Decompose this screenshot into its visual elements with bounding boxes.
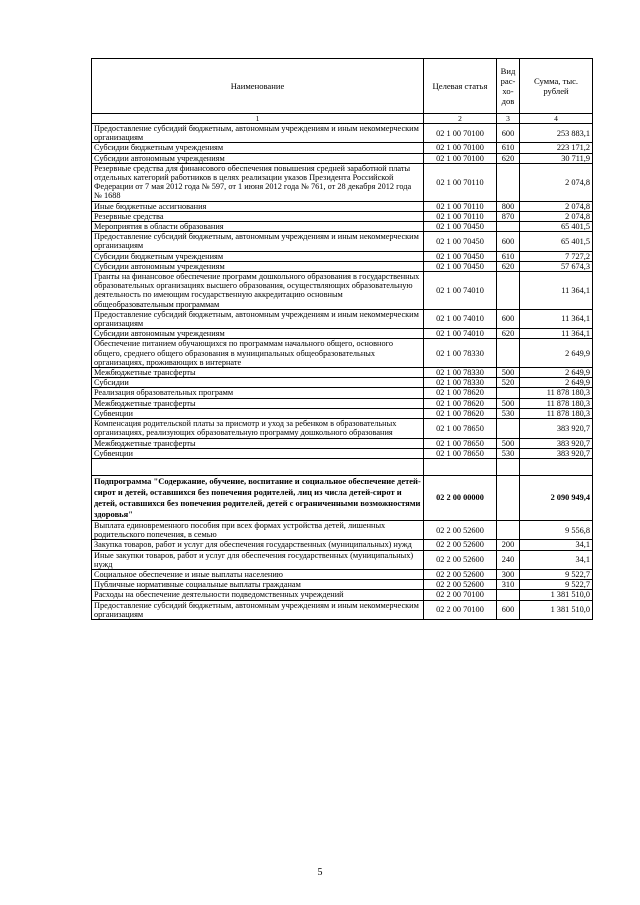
- row-sum-cell: 11 878 180,3: [520, 398, 593, 408]
- row-sum-cell: 34,1: [520, 550, 593, 569]
- column-number: 2: [424, 114, 497, 124]
- row-kind-cell: 300: [497, 569, 520, 579]
- row-sum-cell: 9 522,7: [520, 569, 593, 579]
- row-code-cell: 02 2 00 52600: [424, 520, 497, 539]
- row-sum-cell: 383 920,7: [520, 419, 593, 438]
- table-row: [92, 222, 593, 232]
- row-code-cell: 02 1 00 78650: [424, 438, 497, 448]
- row-sum-cell: 57 674,3: [520, 261, 593, 271]
- row-kind-cell: 610: [497, 251, 520, 261]
- header-code: Целевая статья: [424, 59, 497, 114]
- row-sum-cell: 2 074,8: [520, 211, 593, 221]
- row-kind-cell: 620: [497, 153, 520, 163]
- table-row: [92, 438, 593, 448]
- table-row: [92, 569, 593, 579]
- table-row: [92, 448, 593, 458]
- row-sum-cell: 11 878 180,3: [520, 388, 593, 398]
- row-name-cell: Иные закупки товаров, работ и услуг для обеспечения государственных (муниципальных) нужд: [92, 550, 424, 569]
- row-kind-cell: 600: [497, 309, 520, 328]
- row-sum-cell: 2 090 949,4: [520, 475, 593, 520]
- budget-table: [91, 58, 593, 620]
- row-name-cell: Выплата единовременного пособия при всех формах устройства детей, лишенных родительского попечения, в семью: [92, 520, 424, 539]
- row-name-cell: Субсидии автономным учреждениям: [92, 261, 424, 271]
- row-name-cell: Гранты на финансовое обеспечение программ дошкольного образования в государственных образовательных организациях высшего образования, осуществляющих образовательную деятельность по имеющим государственную аккредитацию основным общеобразовательным программам: [92, 272, 424, 310]
- row-kind-cell: 520: [497, 378, 520, 388]
- row-name-cell: Предоставление субсидий бюджетным, автономным учреждениям и иным некоммерческим организациям: [92, 124, 424, 143]
- table-row: [92, 251, 593, 261]
- row-name-cell: Субсидии автономным учреждениям: [92, 153, 424, 163]
- table-row: [92, 378, 593, 388]
- row-name-cell: Закупка товаров, работ и услуг для обеспечения государственных (муниципальных) нужд: [92, 540, 424, 550]
- row-kind-cell: [497, 388, 520, 398]
- header-name: Наименование: [92, 59, 424, 114]
- empty-cell: [520, 458, 593, 475]
- row-code-cell: 02 1 00 70100: [424, 124, 497, 143]
- row-name-cell: Предоставление субсидий бюджетным, автономным учреждениям и иным некоммерческим организациям: [92, 232, 424, 251]
- table-row: [92, 540, 593, 550]
- empty-cell: [424, 458, 497, 475]
- table-row: [92, 590, 593, 600]
- row-sum-cell: 9 556,8: [520, 520, 593, 539]
- row-sum-cell: 2 074,8: [520, 163, 593, 201]
- table-row: [92, 211, 593, 221]
- row-sum-cell: 1 381 510,0: [520, 590, 593, 600]
- row-sum-cell: 7 727,2: [520, 251, 593, 261]
- table-row: [92, 201, 593, 211]
- row-sum-cell: 30 711,9: [520, 153, 593, 163]
- row-kind-cell: 600: [497, 600, 520, 619]
- row-name-cell: Расходы на обеспечение деятельности подведомственных учреждений: [92, 590, 424, 600]
- row-name-cell: Подпрограмма "Содержание, обучение, воспитание и социальное обеспечение детей-сирот и детей, оставшихся без попечения родителей, лиц из числа детей-сирот и детей, оставшихся без попечения родителей, детей с ограниченными возможностями здоровья": [92, 475, 424, 520]
- row-kind-cell: 870: [497, 211, 520, 221]
- table-row: [92, 153, 593, 163]
- row-sum-cell: 9 522,7: [520, 580, 593, 590]
- row-name-cell: Социальное обеспечение и иные выплаты населению: [92, 569, 424, 579]
- table-row: [92, 458, 593, 475]
- row-kind-cell: 800: [497, 201, 520, 211]
- row-name-cell: Иные бюджетные ассигнования: [92, 201, 424, 211]
- row-name-cell: Субсидии бюджетным учреждениям: [92, 251, 424, 261]
- table-row: [92, 163, 593, 201]
- empty-cell: [92, 458, 424, 475]
- table-row: [92, 232, 593, 251]
- table-row: [92, 143, 593, 153]
- row-code-cell: 02 1 00 74010: [424, 329, 497, 339]
- table-row: [92, 272, 593, 310]
- table-row: [92, 600, 593, 619]
- table-header-row: [92, 59, 593, 114]
- row-code-cell: 02 1 00 78330: [424, 368, 497, 378]
- row-code-cell: 02 1 00 70450: [424, 251, 497, 261]
- row-name-cell: Резервные средства: [92, 211, 424, 221]
- table-body: [92, 124, 593, 620]
- row-code-cell: 02 1 00 78620: [424, 398, 497, 408]
- row-code-cell: 02 2 00 70100: [424, 600, 497, 619]
- table-row: [92, 550, 593, 569]
- row-sum-cell: 1 381 510,0: [520, 600, 593, 619]
- row-code-cell: 02 1 00 70100: [424, 153, 497, 163]
- table-row: [92, 419, 593, 438]
- header-kind: Вид рас- хо- дов: [497, 59, 520, 114]
- empty-cell: [497, 458, 520, 475]
- row-name-cell: Предоставление субсидий бюджетным, автономным учреждениям и иным некоммерческим организациям: [92, 600, 424, 619]
- row-kind-cell: 620: [497, 261, 520, 271]
- row-name-cell: Мероприятия в области образования: [92, 222, 424, 232]
- row-code-cell: 02 1 00 70100: [424, 143, 497, 153]
- row-name-cell: Резервные средства для финансового обеспечения повышения средней заработной платы отдельных категорий работников в целях реализации указов Президента Российской Федерации от 7 мая 2012 года № 597, от 1 июня 2012 года № 761, от 28 декабря 2012 года № 1688: [92, 163, 424, 201]
- row-code-cell: 02 1 00 74010: [424, 309, 497, 328]
- row-code-cell: 02 1 00 70450: [424, 261, 497, 271]
- row-kind-cell: [497, 475, 520, 520]
- row-kind-cell: 610: [497, 143, 520, 153]
- table-row: [92, 309, 593, 328]
- table-row: [92, 520, 593, 539]
- row-code-cell: 02 1 00 78330: [424, 339, 497, 368]
- row-kind-cell: [497, 163, 520, 201]
- row-sum-cell: 2 074,8: [520, 201, 593, 211]
- row-name-cell: Межбюджетные трансферты: [92, 398, 424, 408]
- row-kind-cell: [497, 222, 520, 232]
- row-kind-cell: 240: [497, 550, 520, 569]
- row-name-cell: Субсидии автономным учреждениям: [92, 329, 424, 339]
- row-name-cell: Субсидии: [92, 378, 424, 388]
- column-number: 4: [520, 114, 593, 124]
- row-sum-cell: 65 401,5: [520, 232, 593, 251]
- row-code-cell: 02 2 00 52600: [424, 550, 497, 569]
- row-code-cell: 02 1 00 78650: [424, 419, 497, 438]
- table-row: [92, 580, 593, 590]
- table-row: [92, 388, 593, 398]
- row-kind-cell: 600: [497, 232, 520, 251]
- row-code-cell: 02 1 00 74010: [424, 272, 497, 310]
- row-sum-cell: 11 364,1: [520, 329, 593, 339]
- row-name-cell: Субвенции: [92, 408, 424, 418]
- header-sum: Сумма, тыс. рублей: [520, 59, 593, 114]
- table-row: [92, 408, 593, 418]
- row-code-cell: 02 1 00 70450: [424, 232, 497, 251]
- row-kind-cell: [497, 590, 520, 600]
- row-sum-cell: 2 649,9: [520, 378, 593, 388]
- row-name-cell: Субсидии бюджетным учреждениям: [92, 143, 424, 153]
- row-kind-cell: 620: [497, 329, 520, 339]
- row-name-cell: Обеспечение питанием обучающихся по программам начального общего, основного общего, среднего общего образования в муниципальных общеобразовательных организациях, проживающих в интернате: [92, 339, 424, 368]
- row-sum-cell: 383 920,7: [520, 438, 593, 448]
- row-code-cell: 02 2 00 00000: [424, 475, 497, 520]
- table-row: [92, 368, 593, 378]
- row-code-cell: 02 1 00 70110: [424, 211, 497, 221]
- row-code-cell: 02 2 00 52600: [424, 540, 497, 550]
- row-sum-cell: 34,1: [520, 540, 593, 550]
- row-code-cell: 02 2 00 52600: [424, 569, 497, 579]
- table-row: [92, 124, 593, 143]
- row-kind-cell: 310: [497, 580, 520, 590]
- row-kind-cell: [497, 339, 520, 368]
- row-sum-cell: 11 364,1: [520, 272, 593, 310]
- table-row: [92, 261, 593, 271]
- row-kind-cell: 500: [497, 398, 520, 408]
- row-kind-cell: 530: [497, 408, 520, 418]
- row-code-cell: 02 1 00 70110: [424, 163, 497, 201]
- row-sum-cell: 2 649,9: [520, 339, 593, 368]
- row-kind-cell: 200: [497, 540, 520, 550]
- row-code-cell: 02 2 00 52600: [424, 580, 497, 590]
- page-number: 5: [317, 867, 323, 878]
- column-number: 1: [92, 114, 424, 124]
- row-kind-cell: 500: [497, 438, 520, 448]
- row-sum-cell: 11 364,1: [520, 309, 593, 328]
- row-name-cell: Публичные нормативные социальные выплаты гражданам: [92, 580, 424, 590]
- row-kind-cell: [497, 520, 520, 539]
- table-column-numbers-row: [92, 114, 593, 124]
- row-name-cell: Реализация образовательных программ: [92, 388, 424, 398]
- row-kind-cell: [497, 419, 520, 438]
- row-name-cell: Предоставление субсидий бюджетным, автономным учреждениям и иным некоммерческим организациям: [92, 309, 424, 328]
- row-sum-cell: 253 883,1: [520, 124, 593, 143]
- table-row: [92, 339, 593, 368]
- row-sum-cell: 223 171,2: [520, 143, 593, 153]
- row-name-cell: Субвенции: [92, 448, 424, 458]
- table-row: [92, 329, 593, 339]
- column-number: 3: [497, 114, 520, 124]
- table-row: [92, 475, 593, 520]
- row-code-cell: 02 1 00 78620: [424, 408, 497, 418]
- row-name-cell: Межбюджетные трансферты: [92, 438, 424, 448]
- row-sum-cell: 65 401,5: [520, 222, 593, 232]
- row-sum-cell: 383 920,7: [520, 448, 593, 458]
- row-name-cell: Компенсация родительской платы за присмотр и уход за ребенком в образовательных организациях, реализующих образовательную программу дошкольного образования: [92, 419, 424, 438]
- row-code-cell: 02 1 00 78620: [424, 388, 497, 398]
- row-code-cell: 02 2 00 70100: [424, 590, 497, 600]
- row-sum-cell: 11 878 180,3: [520, 408, 593, 418]
- row-kind-cell: 530: [497, 448, 520, 458]
- row-kind-cell: 500: [497, 368, 520, 378]
- row-code-cell: 02 1 00 78330: [424, 378, 497, 388]
- row-kind-cell: 600: [497, 124, 520, 143]
- row-code-cell: 02 1 00 78650: [424, 448, 497, 458]
- row-kind-cell: [497, 272, 520, 310]
- row-code-cell: 02 1 00 70110: [424, 201, 497, 211]
- row-name-cell: Межбюджетные трансферты: [92, 368, 424, 378]
- row-sum-cell: 2 649,9: [520, 368, 593, 378]
- row-code-cell: 02 1 00 70450: [424, 222, 497, 232]
- table-row: [92, 398, 593, 408]
